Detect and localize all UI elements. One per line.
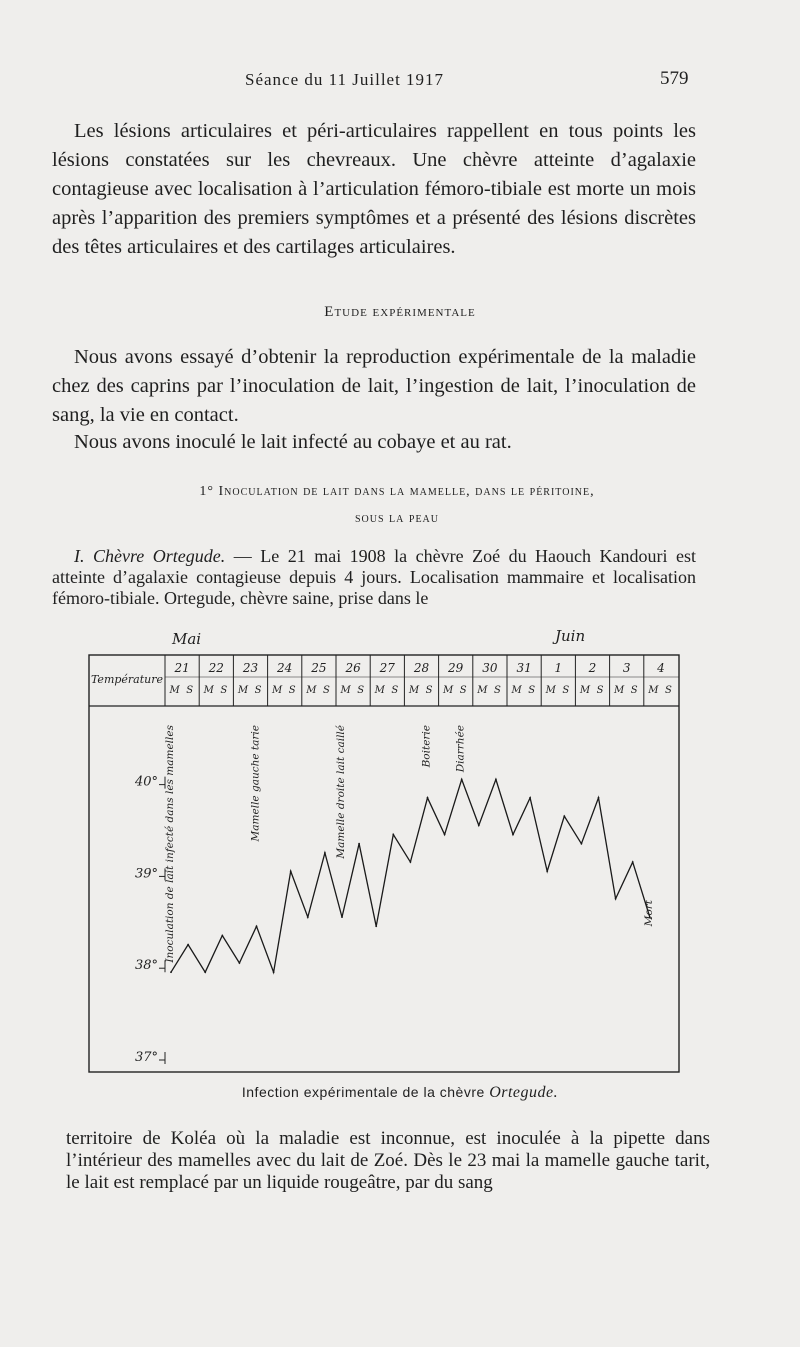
chart-day-label: 4	[657, 661, 665, 675]
chart-y-tick-label: 37°	[134, 1050, 158, 1065]
chart-day-label: 30	[482, 661, 498, 675]
temperature-point	[204, 971, 206, 973]
chart-half-day-label: M	[579, 685, 591, 696]
temperature-point	[444, 834, 446, 836]
temperature-point	[546, 870, 548, 872]
chart-half-day-label: S	[322, 685, 330, 696]
temperature-point	[563, 815, 565, 817]
chart-half-day-label: S	[493, 685, 501, 696]
temperature-point	[529, 797, 531, 799]
chart-half-day-label: M	[545, 685, 556, 696]
month-label-june: Juin	[555, 627, 586, 645]
temperature-point	[392, 834, 394, 836]
chart-day-label: 25	[311, 661, 327, 675]
chart-annotation: Mort	[642, 900, 655, 927]
chart-half-day-label: S	[425, 685, 433, 696]
chart-half-day-label: M	[237, 685, 249, 696]
temperature-point	[170, 971, 172, 973]
chart-half-day-label: M	[614, 685, 625, 696]
temperature-point	[512, 834, 514, 836]
temperature-point	[410, 861, 412, 863]
chart-day-label: 21	[174, 661, 190, 675]
chart-half-day-label: M	[511, 685, 522, 696]
chart-half-day-label: M	[374, 685, 385, 696]
chart-y-tick-label: 38°	[134, 958, 158, 974]
month-label-may: Mai	[172, 630, 202, 648]
chart-half-day-label: S	[562, 685, 570, 696]
chart-annotation: Boiterie	[420, 725, 433, 768]
temperature-point	[581, 843, 583, 845]
chart-y-tick-label: 40°	[134, 774, 158, 790]
chart-frame	[89, 655, 679, 1072]
chart-half-day-label: S	[186, 685, 194, 696]
paragraph-lesions: Les lésions articulaires et péri-articulaires rappellent en tous points les lésions constatées sur les chevreaux. Une chèvre atteinte d’agalaxie contagieuse avec localisation à l’articulation fémoro-tibiale est morte un mois après l’apparition des premiers symptômes et a présenté des lésions discrètes des têtes articulaires et des cartilages articulaires.	[52, 120, 696, 258]
chart-half-day-label: M	[477, 685, 488, 696]
chart-half-day-label: M	[408, 685, 420, 696]
chart-half-day-label: S	[664, 685, 672, 696]
chart-day-label: 2	[588, 661, 597, 675]
temperature-point	[341, 916, 343, 918]
chart-half-day-label: S	[220, 685, 228, 696]
caption-prefix: Infection expérimentale de la chèvre	[241, 1084, 490, 1100]
chart-half-day-label: S	[596, 685, 604, 696]
subsection-title-line1: 1° Inoculation de lait dans la mamelle, dans le péritoine,	[199, 484, 595, 499]
chart-half-day-label: S	[357, 685, 365, 696]
chart-y-tick-label: 39°	[134, 866, 158, 882]
chart-annotation: Diarrhée	[454, 725, 467, 773]
chart-row-label: Température	[90, 673, 164, 686]
temperature-point	[615, 898, 617, 900]
chart-half-day-label: S	[254, 685, 262, 696]
chart-day-label: 22	[208, 661, 224, 675]
observation-title: I. Chèvre Ortegude.	[74, 546, 226, 566]
chart-half-day-label: M	[169, 685, 180, 696]
figure-caption	[0, 1084, 800, 1102]
chart-half-day-label: S	[459, 685, 467, 696]
section-title: Etude expérimentale	[324, 304, 476, 320]
chart-day-label: 1	[554, 661, 563, 675]
temperature-point	[598, 797, 600, 799]
chart-day-label: 24	[277, 661, 293, 675]
chart-half-day-label: M	[340, 685, 351, 696]
chart-half-day-label: M	[443, 685, 454, 696]
chart-half-day-label: M	[648, 685, 659, 696]
temperature-curve	[171, 779, 650, 972]
page-number: 579	[660, 68, 689, 89]
temperature-point	[290, 870, 292, 872]
temperature-point	[375, 925, 377, 927]
paragraph-inoculation: Nous avons inoculé le lait infecté au cobaye et au rat.	[74, 431, 512, 453]
temperature-point	[478, 824, 480, 826]
temperature-point	[632, 861, 634, 863]
chart-half-day-label: M	[203, 685, 214, 696]
chart-day-label: 29	[448, 661, 464, 675]
chart-day-label: 3	[622, 661, 631, 675]
temperature-point	[187, 944, 189, 946]
chart-half-day-label: M	[306, 685, 317, 696]
chart-day-label: 23	[242, 661, 259, 675]
chart-half-day-label: M	[272, 685, 283, 696]
chart-annotation: Mamelle droite lait caillé	[335, 725, 347, 859]
running-head: Séance du 11 Juillet 1917	[245, 70, 445, 89]
chart-half-day-label: S	[391, 685, 399, 696]
chart-day-label: 28	[413, 661, 430, 675]
observation-text: — Le 21 mai 1908 la chèvre Zoé du Haouch Kandouri est atteinte d’agalaxie contagieuse depuis 4 jours. Localisation mammaire et localisation fémoro-tibiale. Ortegude, chèvre saine, prise dans le	[52, 546, 696, 608]
paragraph-study: Nous avons essayé d’obtenir la reproduction expérimentale de la maladie chez des caprins par l’inoculation de lait, l’ingestion de lait, l’inoculation de sang, la vie en contact.	[52, 346, 696, 426]
temperature-point	[495, 779, 497, 781]
chart-day-label: 31	[516, 661, 532, 675]
temperature-point	[427, 797, 429, 799]
caption-name: Ortegude.	[489, 1084, 559, 1101]
temperature-point	[221, 935, 223, 937]
paragraph-continued: territoire de Koléa où la maladie est inconnue, est inoculée à la pipette dans l’intérieur des mamelles avec du lait de Zoé. Dès le 23 mai la mamelle gauche tarit, le lait est remplacé par un liquide rougeâtre, par du sang	[66, 1128, 710, 1193]
chart-half-day-label: S	[630, 685, 638, 696]
chart-annotation: Inoculation de lait infecté dans les mamelles	[164, 725, 176, 963]
temperature-point	[239, 962, 241, 964]
chart-annotation: Mamelle gauche tarie	[249, 725, 262, 842]
chart-day-label: 26	[345, 661, 361, 675]
chart-day-label: 27	[379, 661, 395, 675]
temperature-point	[358, 843, 360, 845]
chart-half-day-label: S	[528, 685, 536, 696]
temperature-point	[324, 852, 326, 854]
temperature-point	[461, 779, 463, 781]
subsection-title-line2: sous la peau	[354, 511, 439, 526]
temperature-point	[273, 971, 275, 973]
chart-half-day-label: S	[288, 685, 296, 696]
temperature-point	[307, 916, 309, 918]
temperature-point	[256, 925, 258, 927]
